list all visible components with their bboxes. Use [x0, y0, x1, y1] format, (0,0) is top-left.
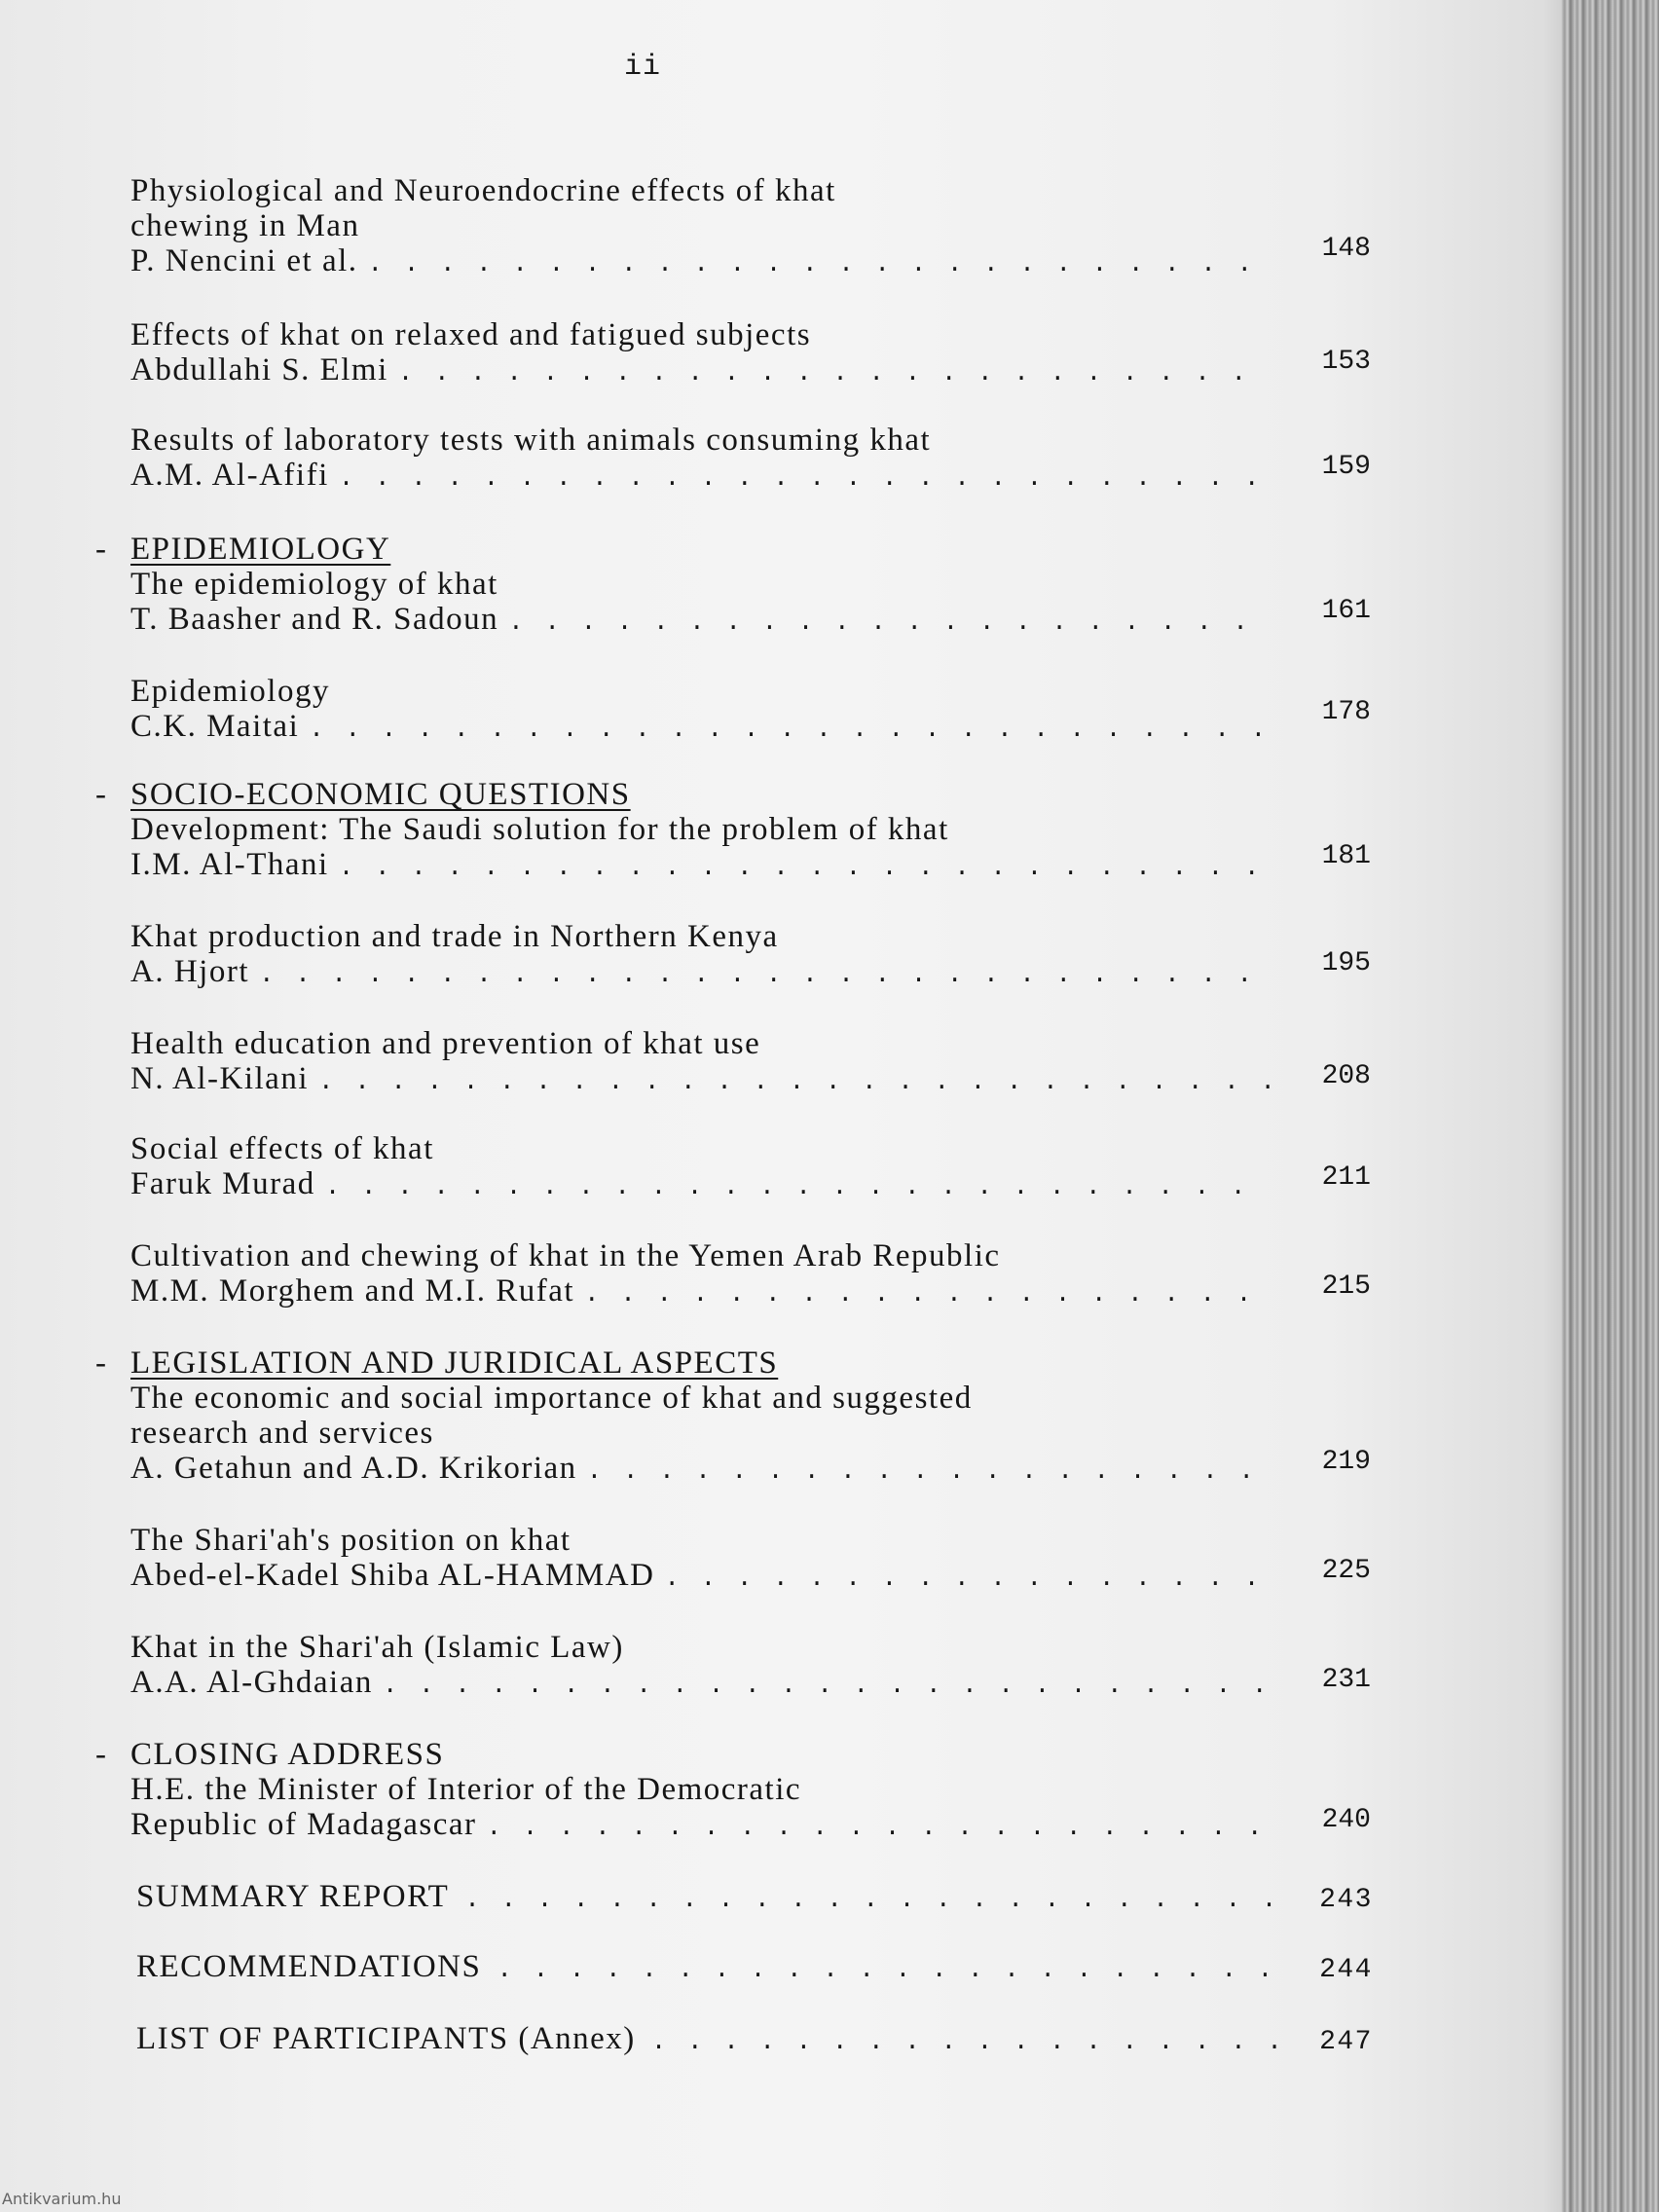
entry-page-number: 195 — [1321, 948, 1371, 978]
entry-author-line — [130, 1061, 1270, 1099]
toc-final-entry — [136, 2021, 1373, 2057]
entry-page-number: 148 — [1321, 234, 1371, 264]
section-title: SOCIO-ECONOMIC QUESTIONS — [130, 777, 631, 812]
page-number: ii — [623, 51, 661, 84]
section-heading — [95, 1737, 444, 1772]
leader-dots — [329, 850, 1270, 885]
entry-title-line: research and services — [130, 1416, 434, 1451]
leader-dots — [574, 1276, 1270, 1311]
entry-page-number: 211 — [1321, 1162, 1371, 1193]
entry-page-number: 231 — [1321, 1665, 1371, 1695]
entry-page-number: 153 — [1321, 347, 1371, 377]
entry-author: Faruk Murad — [130, 1166, 315, 1201]
entry-page-number: 208 — [1321, 1061, 1371, 1091]
leader-dots — [309, 1064, 1270, 1099]
entry-author-line — [130, 1558, 1270, 1596]
final-entry-title: SUMMARY REPORT — [136, 1879, 450, 1914]
leader-dots — [654, 1561, 1270, 1596]
entry-author: P. Nencini et al. — [130, 243, 358, 278]
entry-author: T. Baasher and R. Sadoun — [130, 602, 499, 637]
entry-page-number: 178 — [1321, 697, 1371, 727]
entry-author-line — [130, 1273, 1270, 1311]
entry-author-line — [130, 1166, 1270, 1204]
section-title: EPIDEMIOLOGY — [130, 532, 391, 567]
entry-title-line: Epidemiology — [130, 674, 330, 709]
leader-dots — [577, 1454, 1270, 1489]
entry-author: M.M. Morghem and M.I. Rufat — [130, 1273, 575, 1309]
entry-author: A. Hjort — [130, 954, 249, 989]
entry-title-line: Khat production and trade in Northern Kenya — [130, 919, 779, 954]
entry-title-line: Results of laboratory tests with animals consuming khat — [130, 423, 932, 458]
entry-author: Republic of Madagascar — [130, 1807, 477, 1842]
entry-author-line — [130, 847, 1270, 885]
entry-title-line: H.E. the Minister of Interior of the Democratic — [130, 1772, 802, 1807]
section-heading — [95, 532, 390, 567]
entry-author-line — [130, 954, 1270, 992]
leader-dots — [481, 1955, 1285, 1984]
toc-final-entry — [136, 1949, 1373, 1985]
entry-author-line — [130, 243, 1270, 281]
entry-page-number: 247 — [1319, 2027, 1373, 2057]
entry-title-line: The economic and social importance of khat and suggested — [130, 1381, 973, 1416]
entry-title-line: Development: The Saudi solution for the problem of khat — [130, 812, 949, 847]
section-heading — [95, 1346, 778, 1381]
section-title: LEGISLATION AND JURIDICAL ASPECTS — [130, 1346, 779, 1381]
entry-page-number: 244 — [1319, 1955, 1373, 1985]
entry-title-line: The Shari'ah's position on khat — [130, 1523, 571, 1558]
leader-dots — [477, 1810, 1270, 1845]
entry-title-line: Physiological and Neuroendocrine effects of khat — [130, 173, 836, 208]
entry-title-line: Khat in the Shari'ah (Islamic Law) — [130, 1630, 624, 1665]
leader-dots — [358, 246, 1270, 281]
entry-page-number: 243 — [1319, 1885, 1373, 1915]
toc-final-entry — [136, 1879, 1373, 1915]
entry-author: N. Al-Kilani — [130, 1061, 309, 1096]
leader-dots — [299, 712, 1270, 747]
leader-dots — [388, 355, 1270, 390]
entry-page-number: 161 — [1321, 596, 1371, 626]
entry-title-line: Health education and prevention of khat use — [130, 1026, 761, 1061]
entry-title-line: Social effects of khat — [130, 1131, 434, 1166]
leader-dots — [373, 1668, 1270, 1703]
leader-dots — [449, 1885, 1285, 1914]
leader-dots — [636, 2027, 1285, 2056]
leader-dots — [498, 605, 1270, 640]
entry-page-number: 225 — [1321, 1556, 1371, 1586]
leader-dots — [329, 461, 1270, 496]
entry-author: C.K. Maitai — [130, 709, 300, 744]
section-dash: - — [95, 777, 108, 812]
section-dash: - — [95, 1346, 108, 1381]
entry-page-number: 181 — [1321, 841, 1371, 871]
entry-title-line: The epidemiology of khat — [130, 567, 498, 602]
entry-page-number: 215 — [1321, 1272, 1371, 1302]
watermark: Antikvarium.hu — [2, 2190, 122, 2208]
entry-title-line: Cultivation and chewing of khat in the Yemen Arab Republic — [130, 1238, 1001, 1273]
entry-author: Abdullahi S. Elmi — [130, 352, 388, 387]
entry-title-line: chewing in Man — [130, 208, 360, 243]
entry-author-line — [130, 1451, 1270, 1489]
entry-author: Abed-el-Kadel Shiba AL-HAMMAD — [130, 1558, 655, 1593]
entry-author: A. Getahun and A.D. Krikorian — [130, 1451, 577, 1486]
final-entry-title: LIST OF PARTICIPANTS (Annex) — [136, 2021, 636, 2056]
entry-page-number: 240 — [1321, 1805, 1371, 1835]
leader-dots — [249, 957, 1270, 992]
section-heading — [95, 777, 631, 812]
section-dash: - — [95, 1737, 108, 1772]
entry-author-line — [130, 458, 1270, 496]
entry-author: A.M. Al-Afifi — [130, 458, 329, 493]
entry-author: A.A. Al-Ghdaian — [130, 1665, 373, 1700]
entry-title-line: Effects of khat on relaxed and fatigued subjects — [130, 317, 812, 352]
entry-author-line — [130, 602, 1270, 640]
final-entry-title: RECOMMENDATIONS — [136, 1949, 482, 1984]
entry-page-number: 219 — [1321, 1447, 1371, 1477]
entry-author-line — [130, 1665, 1270, 1703]
entry-author: I.M. Al-Thani — [130, 847, 329, 882]
entry-author-line — [130, 352, 1270, 390]
entry-page-number: 159 — [1321, 452, 1371, 482]
entry-author-line — [130, 709, 1270, 747]
leader-dots — [315, 1169, 1270, 1204]
entry-author-line — [130, 1807, 1270, 1845]
page-edge — [1562, 0, 1659, 2212]
section-dash: - — [95, 532, 108, 567]
section-title: CLOSING ADDRESS — [130, 1737, 445, 1772]
